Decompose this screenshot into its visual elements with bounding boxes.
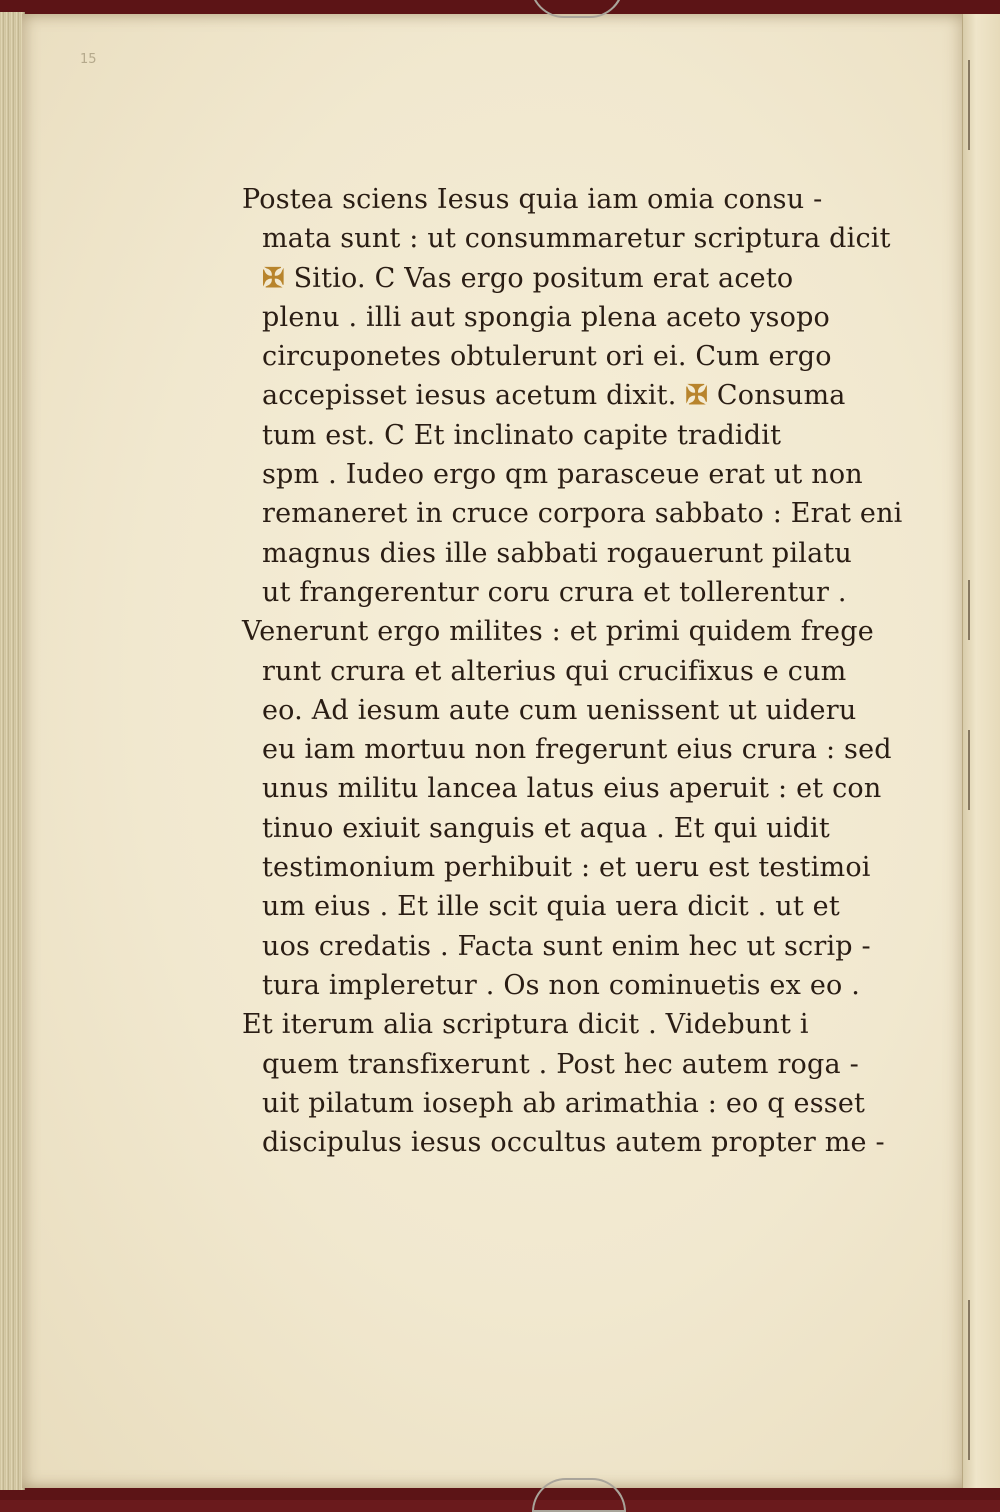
manuscript-line: um eius . Et ille scit quia uera dicit . ut et (262, 891, 840, 923)
manuscript-line: Postea sciens Iesus quia iam omia consu - (242, 184, 823, 215)
manuscript-line: testimonium perhibuit : et ueru est testimoi (262, 852, 871, 884)
rubric-cross-icon: ✠ (685, 380, 709, 412)
manuscript-line: tinuo exiuit sanguis et aqua . Et qui uidit (262, 812, 830, 844)
manuscript-line: eo. Ad iesum aute cum uenissent ut uideru (262, 694, 857, 726)
folio-mark: 15 (80, 52, 97, 67)
rubric-cross-icon: ✠ (262, 262, 285, 294)
manuscript-line: tura impleretur . Os non cominuetis ex eo . (262, 969, 861, 1001)
manuscript-text-block (242, 180, 903, 1162)
manuscript-line: uos credatis . Facta sunt enim hec ut scrip - (262, 930, 871, 962)
gutter-shadow-line (968, 730, 970, 810)
manuscript-line: remaneret in cruce corpora sabbato : Erat eni (262, 498, 903, 530)
manuscript-line: unus militu lancea latus eius aperuit : et con (262, 773, 882, 805)
gutter-shadow-line (968, 1300, 970, 1460)
manuscript-line: Et iterum alia scriptura dicit . Videbunt i (242, 1009, 809, 1041)
manuscript-line: runt crura et alterius qui crucifixus e cum (262, 655, 847, 687)
gutter-shadow-line (968, 580, 970, 640)
manuscript-line: mata sunt : ut consummaretur scriptura dicit (262, 223, 891, 255)
manuscript-line: magnus dies ille sabbati rogauerunt pilatu (262, 537, 853, 569)
manuscript-line: uit pilatum ioseph ab arimathia : eo q esset (262, 1087, 866, 1119)
gutter-shadow-line (968, 60, 970, 150)
manuscript-line: discipulus iesus occultus autem propter me - (262, 1127, 885, 1159)
manuscript-line: quem transfixerunt . Post hec autem roga - (262, 1048, 859, 1080)
manuscript-line: circuponetes obtulerunt ori ei. Cum ergo (262, 341, 832, 373)
manuscript-line: Venerunt ergo milites : et primi quidem frege (242, 616, 874, 648)
manuscript-line: plenu . illi aut spongia plena aceto ysopo (262, 301, 831, 333)
manuscript-line: spm . Iudeo ergo qm parasceue erat ut non (262, 459, 863, 491)
manuscript-line: tum est. C Et inclinato capite tradidit (262, 419, 782, 451)
manuscript-line: ✠ Sitio. C Vas ergo positum erat aceto (262, 262, 794, 294)
manuscript-line: eu iam mortuu non fregerunt eius crura : sed (262, 734, 892, 766)
manuscript-line: ut frangerentur coru crura et tollerentur . (262, 576, 847, 608)
manuscript-line: accepisset iesus acetum dixit. ✠ Consuma (262, 380, 846, 412)
